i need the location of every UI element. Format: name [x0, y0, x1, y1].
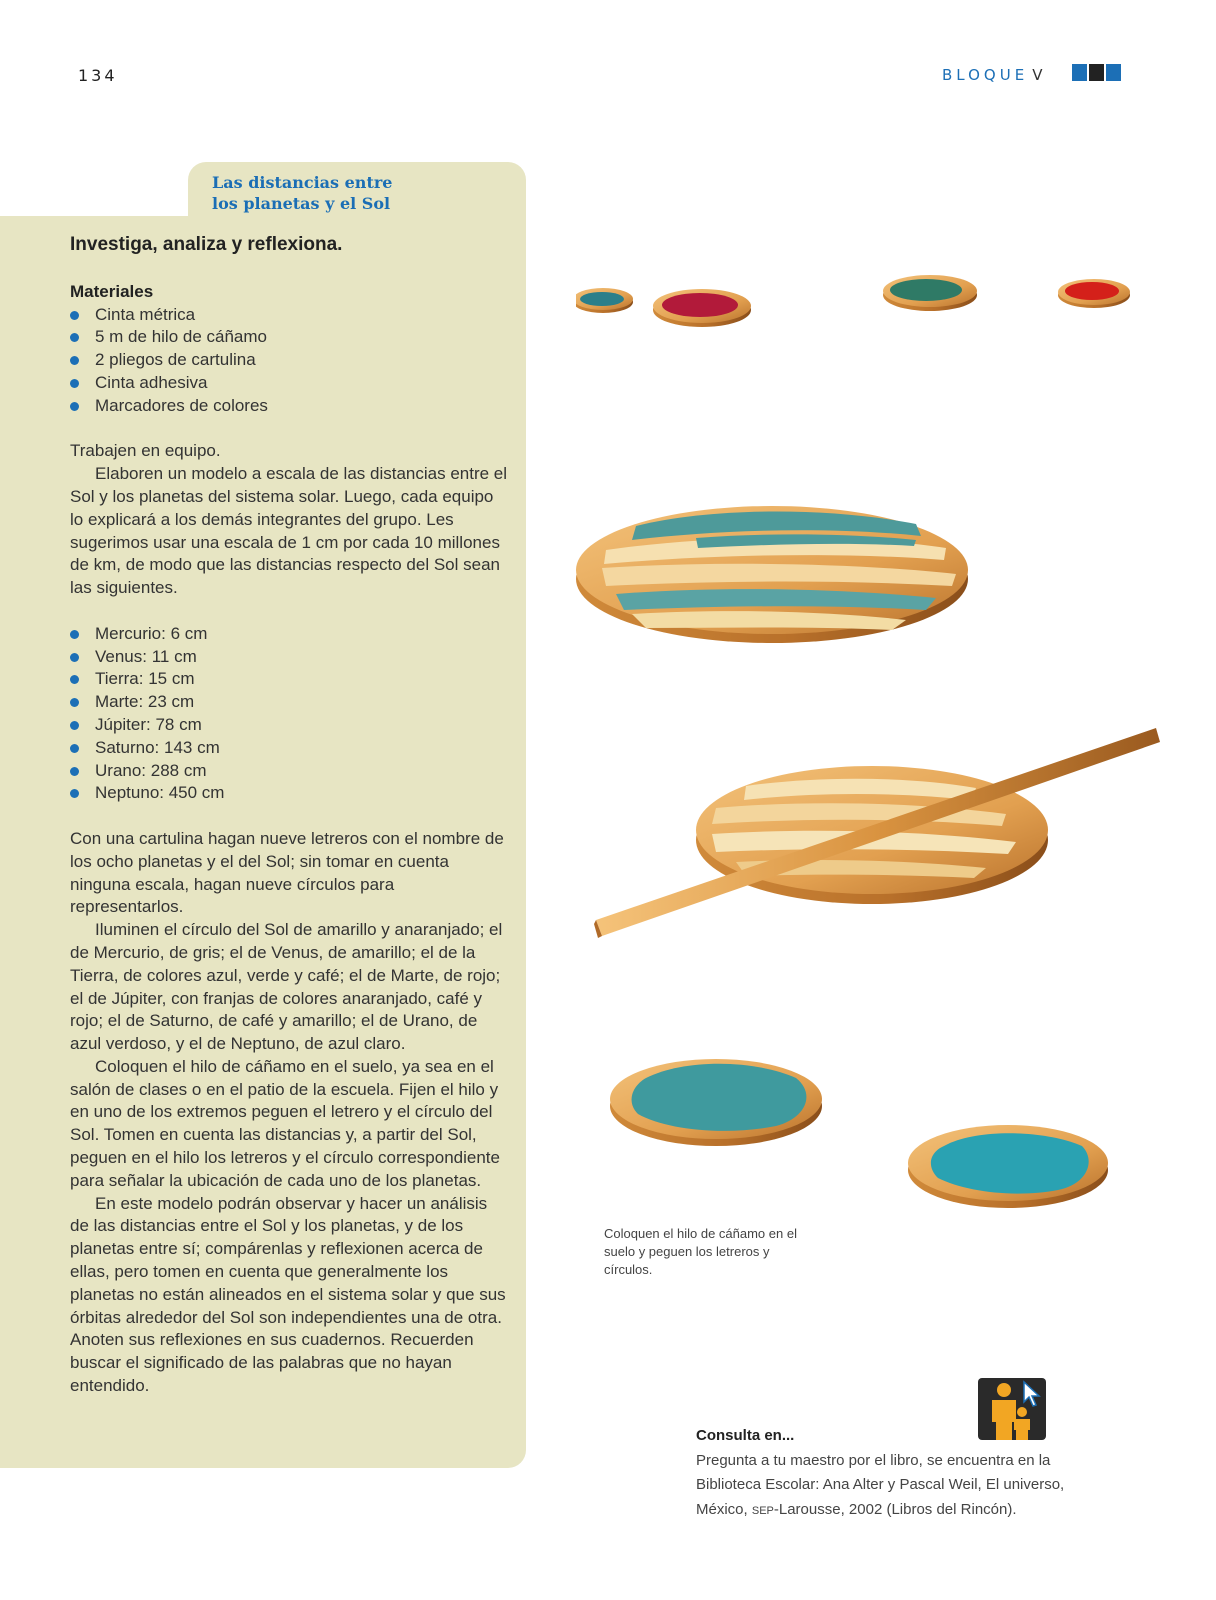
- paragraph: Iluminen el círculo del Sol de amarillo y anaranjado; el de Mercurio, de gris; el de Venus, de amarillo; el de la Tierra, de colores azul, verde y café; el de Marte, de rojo; el de Júpiter, con franjas de colores anaranjado, café y rojo; el de Saturno, de café y amarillo; el de Urano, de azul verdoso, y el de Neptuno, de azul claro.: [70, 920, 503, 1054]
- consult-text-part: Pregunta a tu maestro por el libro, se encuentra en la Biblioteca Escolar: Ana Alter y Pascal Weil, El universo, México,: [696, 1451, 1065, 1518]
- consult-text-part: -Larousse, 2002 (Libros del Rincón).: [773, 1500, 1017, 1518]
- list-item: Marte: 23 cm: [70, 691, 510, 714]
- activity-heading: Investiga, analiza y reflexiona.: [70, 234, 343, 255]
- bloque-square: [1072, 64, 1087, 81]
- list-item: Saturno: 143 cm: [70, 737, 510, 760]
- mars-disc: [1058, 279, 1130, 308]
- page-number: 134: [78, 66, 118, 85]
- list-item: Mercurio: 6 cm: [70, 623, 510, 646]
- list-item: Júpiter: 78 cm: [70, 714, 510, 737]
- venus-disc: [653, 289, 751, 327]
- list-item: 2 pliegos de cartulina: [70, 349, 510, 372]
- list-item: Cinta adhesiva: [70, 372, 510, 395]
- list-item: 5 m de hilo de cáñamo: [70, 326, 510, 349]
- intro-paragraph: Elaboren un modelo a escala de las distancias entre el Sol y los planetas del sistema solar. Luego, cada equipo lo explicará a los demás integrantes del grupo. Les sugerimos usar una escala de 1 cm por cada 10 millones de km, de modo que las distancias respecto del Sol sean las siguientes.: [70, 464, 508, 598]
- earth-disc: [883, 275, 977, 311]
- consult-heading: Consulta en...: [696, 1427, 795, 1444]
- materials-title: Materiales: [70, 281, 154, 301]
- paragraph: Coloquen el hilo de cáñamo en el suelo, ya sea en el salón de clases o en el patio de la escuela. Fijen el hilo y en uno de los extremos peguen el letrero y el círculo del Sol. Tomen en cuenta las distancias y, a partir del Sol, peguen en el hilo los letreros y el círculo correspondiente para señalar la ubicación de cada uno de los planetas.: [70, 1056, 500, 1190]
- section-title-line: Las distancias entre: [212, 173, 393, 192]
- bloque-square: [1106, 64, 1121, 81]
- bloque-label: [942, 66, 1042, 84]
- mercury-disc: [576, 288, 633, 313]
- jupiter-disc: [576, 506, 968, 643]
- bloque-text: BLOQUE: [942, 66, 1029, 84]
- paragraph: Con una cartulina hagan nueve letreros con el nombre de los ocho planetas y el del Sol; sin tomar en cuenta ninguna escala, hagan nueve círculos para representarlos.: [70, 828, 504, 917]
- activity-content: [70, 234, 510, 1398]
- team-line: Trabajen en equipo.: [70, 441, 221, 461]
- consult-section: [696, 1424, 1076, 1523]
- section-title: [212, 172, 512, 214]
- uranus-disc: [610, 1059, 822, 1146]
- bloque-squares-decoration: [1072, 64, 1121, 81]
- bloque-number: V: [1032, 66, 1043, 84]
- list-item: Tierra: 15 cm: [70, 668, 510, 691]
- list-item: Venus: 11 cm: [70, 646, 510, 669]
- list-item: Marcadores de colores: [70, 395, 510, 418]
- section-title-line: los planetas y el Sol: [212, 194, 391, 213]
- neptune-disc: [908, 1125, 1108, 1208]
- consult-text: [696, 1449, 1076, 1524]
- planet-discs-illustration: [576, 268, 1176, 1218]
- bloque-square: [1089, 64, 1104, 81]
- distances-list: [70, 623, 510, 805]
- list-item: Urano: 288 cm: [70, 760, 510, 783]
- list-item: Neptuno: 450 cm: [70, 782, 510, 805]
- consult-text-sep: SEP: [751, 1504, 774, 1517]
- ruler-stick: [594, 728, 1160, 938]
- list-item: Cinta métrica: [70, 304, 510, 327]
- illustration-caption: Coloquen el hilo de cáñamo en el suelo y peguen los letreros y círculos.: [604, 1226, 797, 1277]
- materials-list: [70, 304, 510, 418]
- paragraph: En este modelo podrán observar y hacer un análisis de las distancias entre el Sol y los planetas, y de los planetas entre sí; compárenlas y reflexionen acerca de ellas, pero tomen en cuenta que generalmente los planetas no están alineados en el sistema solar y que sus órbitas alrededor del Sol son independientes una de otra. Anoten sus reflexiones en sus cuadernos. Recuerden buscar el significado de las palabras que no hayan entendido.: [70, 1193, 506, 1396]
